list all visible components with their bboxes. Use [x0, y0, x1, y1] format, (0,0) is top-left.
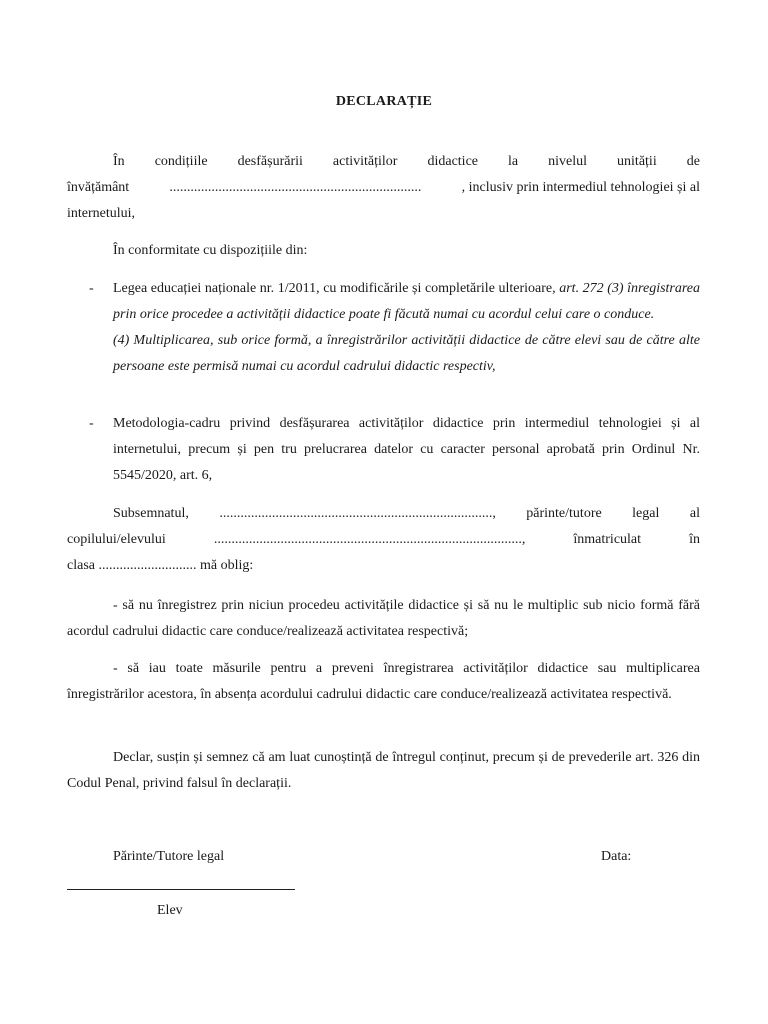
parent-name-blank: ..............................................................................,	[219, 506, 496, 521]
intro-line-2: învățământ ........................................................................ , inclusiv prin intermediul tehnologiei și al	[67, 175, 700, 201]
undersigned-line-1: Subsemnatul, .............................................................................., părinte/tutore legal al	[67, 501, 700, 527]
list-dash: -	[89, 281, 94, 296]
document-title: DECLARAȚIE	[335, 94, 433, 109]
law-art-272-3: art. 272 (3) înregistrarea prin orice procedee a activității didactice poate fi făcută numai cu acordul celui care o conduce.	[113, 281, 701, 322]
legal-item-methodology: Metodologia-cadru privind desfășurarea activităților didactice prin intermediul tehnologiei și al internetului, precum și pen tru prelucrarea datelor cu caracter personal aprobată prin Ordinul Nr. 5545/2020, art. 6,	[113, 416, 700, 483]
intro-line-3: internetului,	[67, 206, 136, 221]
parent-signature-label: Părinte/Tutore legal	[113, 849, 225, 864]
school-name-blank: ........................................................................	[169, 180, 422, 195]
legal-item-law: Legea educației naționale nr. 1/2011, cu modificările și completările ulterioare, art. 272 (3) înregistrarea prin orice procedee a activității didactice poate fi făcută numai cu acordul celui care o conduce. (4) Multiplicarea, sub orice formă, a înregistrărilor activității didactice de către elevi sau de către alte persoane este permisă numai cu acordul cadrului didactic respectiv,	[113, 281, 701, 374]
signature-line	[67, 889, 295, 890]
commitment-no-recording: - să nu înregistrez prin niciun procedeu activitățile didactice și să nu le multiplic sub nicio formă fără acordul cadrului didactic care conduce/realizează activitatea respectivă;	[67, 598, 700, 639]
intro-line-1: În condițiile desfășurării activităților didactice la nivelul unității de	[113, 154, 700, 169]
undersigned-line-3: clasa ............................ mă oblig:	[67, 558, 254, 573]
student-name-blank: ........................................................................................,	[213, 532, 526, 547]
student-signature-label: Elev	[157, 903, 183, 918]
undersigned-paragraph	[67, 501, 700, 579]
class-blank: ............................	[98, 558, 197, 573]
closing-statement: Declar, susțin și semnez că am luat cunoștință de întregul conținut, precum și de prevederile art. 326 din Codul Penal, privind falsul în declarații.	[67, 750, 700, 791]
conformity-paragraph: În conformitate cu dispozițiile din:	[113, 243, 308, 258]
list-dash: -	[89, 416, 94, 431]
date-label: Data:	[601, 849, 632, 864]
commitment-prevent-recording: - să iau toate măsurile pentru a preveni înregistrarea activităților didactice sau multiplicarea înregistrărilor acestora, în absența acordului cadrului didactic care conduce/realizează activitatea respectivă.	[67, 661, 700, 702]
undersigned-line-2: copilului/elevului ........................................................................................, înmatriculat în	[67, 527, 700, 553]
intro-paragraph	[67, 149, 700, 227]
law-art-272-4: (4) Multiplicarea, sub orice formă, a înregistrărilor activității didactice de către elevi sau de către alte persoane este permisă numai cu acordul cadrului didactic respectiv,	[113, 333, 700, 374]
